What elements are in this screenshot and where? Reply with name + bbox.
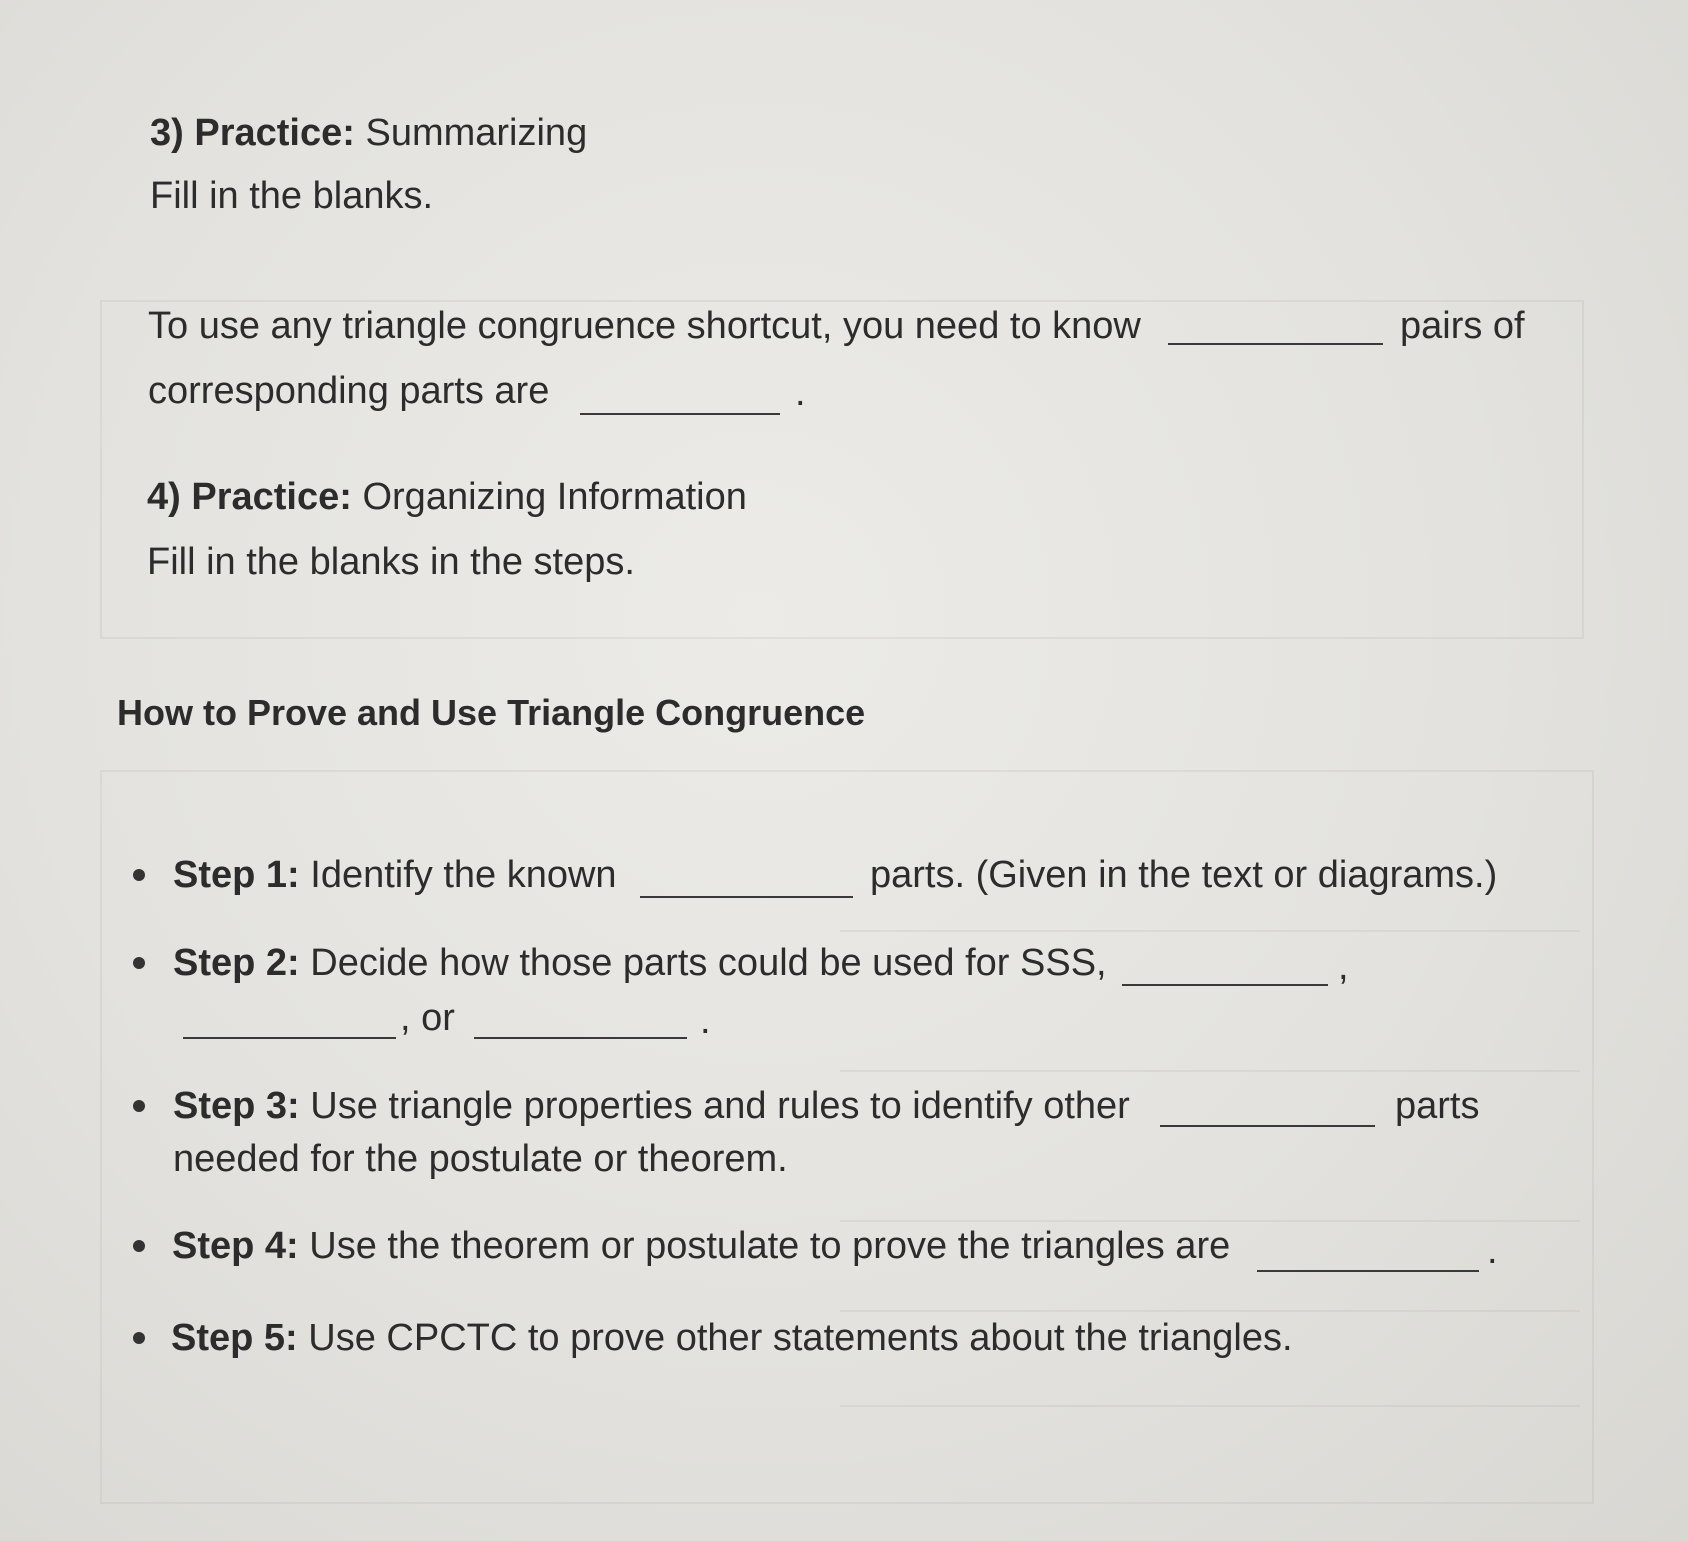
step-2-comma: , xyxy=(1338,946,1349,988)
step-1-before: Identify the known xyxy=(310,854,617,896)
practice-4-instruction: Fill in the blanks in the steps. xyxy=(147,541,635,583)
summary-blank-2[interactable] xyxy=(580,413,780,415)
practice-4-heading xyxy=(147,474,747,520)
step-3-bullet xyxy=(133,1100,145,1112)
summary-sentence-part1: To use any triangle congruence shortcut, you need to know xyxy=(148,305,1141,347)
practice-4-number: 4) xyxy=(147,476,181,518)
step-1-label: Step 1: xyxy=(173,854,300,896)
step-5-before: Use CPCTC to prove other statements about the triangles. xyxy=(308,1317,1293,1359)
step-2-text-before xyxy=(173,940,1107,986)
bleed-through-line xyxy=(840,1220,1580,1222)
summary-sentence-part2: pairs of xyxy=(1400,305,1525,347)
practice-4-title: Organizing Information xyxy=(362,476,747,518)
step-2-blank-1[interactable] xyxy=(1122,984,1328,986)
practice-3-number: 3) xyxy=(150,112,184,154)
step-4-text-before xyxy=(172,1223,1230,1269)
step-4-blank[interactable] xyxy=(1257,1270,1479,1272)
bleed-through-box-top xyxy=(100,300,1584,639)
step-4-period: . xyxy=(1487,1230,1498,1272)
step-3-text-after: parts xyxy=(1395,1085,1480,1127)
summary-period: . xyxy=(795,372,806,414)
step-4-bullet xyxy=(133,1240,145,1252)
step-3-blank[interactable] xyxy=(1160,1125,1375,1127)
step-5-label: Step 5: xyxy=(171,1317,298,1359)
bleed-through-line xyxy=(840,1310,1580,1312)
practice-3-heading xyxy=(150,110,587,156)
step-1-text-after: parts. (Given in the text or diagrams.) xyxy=(870,854,1498,896)
step-2-blank-3[interactable] xyxy=(474,1037,687,1039)
step-2-bullet xyxy=(133,957,145,969)
step-3-text-line2: needed for the postulate or theorem. xyxy=(173,1138,788,1180)
step-3-before: Use triangle properties and rules to identify other xyxy=(310,1085,1130,1127)
practice-3-label: Practice: xyxy=(194,112,355,154)
step-2-or: , or xyxy=(400,997,455,1039)
step-4-before: Use the theorem or postulate to prove the triangles are xyxy=(309,1225,1231,1267)
step-2-label: Step 2: xyxy=(173,942,300,984)
step-3-text-before xyxy=(173,1083,1130,1129)
section-title: How to Prove and Use Triangle Congruence xyxy=(117,692,866,733)
step-3-label: Step 3: xyxy=(173,1085,300,1127)
practice-3-instruction: Fill in the blanks. xyxy=(150,175,434,217)
step-2-before: Decide how those parts could be used for SSS, xyxy=(310,942,1107,984)
step-2-period: . xyxy=(700,1000,711,1042)
step-1-bullet xyxy=(133,869,145,881)
practice-3-title: Summarizing xyxy=(365,112,588,154)
bleed-through-line xyxy=(840,1070,1580,1072)
step-5-bullet xyxy=(133,1332,145,1344)
step-1-blank[interactable] xyxy=(640,896,853,898)
step-5-text xyxy=(171,1315,1293,1361)
bleed-through-line xyxy=(840,930,1580,932)
practice-4-label: Practice: xyxy=(191,476,352,518)
summary-sentence-part3: corresponding parts are xyxy=(148,370,550,412)
step-4-label: Step 4: xyxy=(172,1225,299,1267)
step-1-text-before xyxy=(173,852,617,898)
step-2-blank-2[interactable] xyxy=(183,1037,396,1039)
bleed-through-line xyxy=(840,1405,1580,1407)
summary-blank-1[interactable] xyxy=(1168,343,1383,345)
